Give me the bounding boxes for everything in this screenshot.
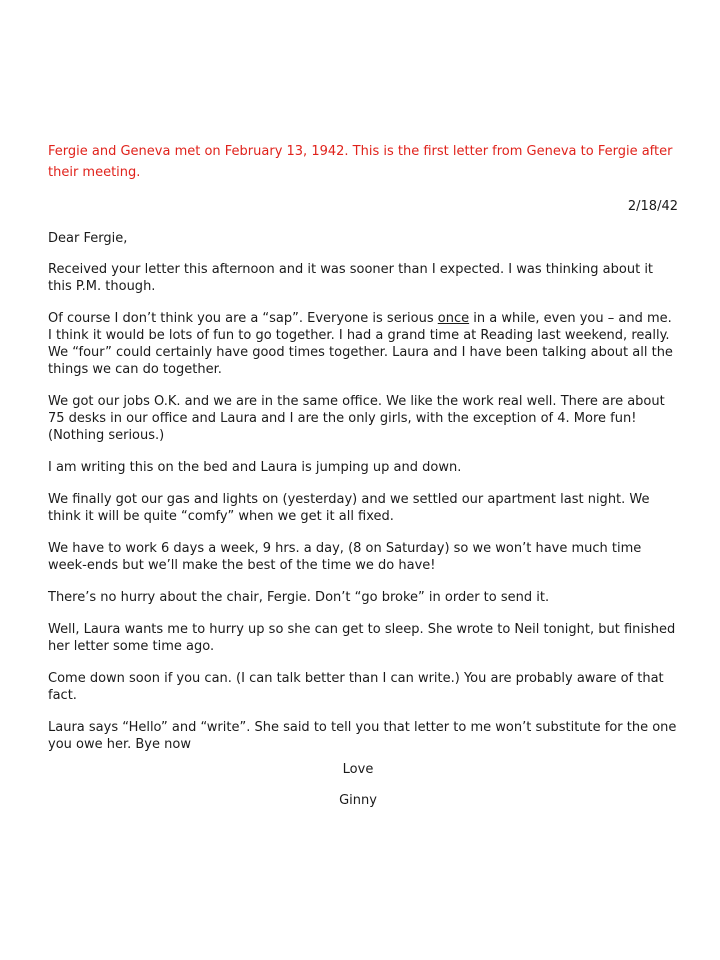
paragraph-6: We have to work 6 days a week, 9 hrs. a day, (8 on Saturday) so we won’t have much time week-ends but we’ll make the best of the time we do have! (48, 541, 642, 573)
letter-date: 2/18/42 (627, 199, 678, 214)
paragraph-7: There’s no hurry about the chair, Fergie. Don’t “go broke” in order to send it. (48, 590, 550, 605)
paragraph-2-end: in a while, even you – and me. I think it would be lots of fun to go together. I had a grand time at Reading last weekend, really. We “four” could certainly have good times together. Laura and I have been talking about all the things we can do together. (48, 311, 673, 377)
signature: Ginny (339, 793, 377, 808)
closing: Love (342, 762, 374, 777)
intro-note: Fergie and Geneva met on February 13, 1942. This is the first letter from Geneva to Fergie after their meeting. (48, 144, 673, 180)
paragraph-5: We finally got our gas and lights on (yesterday) and we settled our apartment last night. We think it will be quite “comfy” when we get it all fixed. (48, 492, 650, 524)
paragraph-10: Laura says “Hello” and “write”. She said to tell you that letter to me won’t substitute for the one you owe her. Bye now (48, 720, 677, 752)
letter-page (48, 141, 678, 811)
paragraph-8: Well, Laura wants me to hurry up so she can get to sleep. She wrote to Neil tonight, but finished her letter some time ago. (48, 622, 676, 654)
paragraph-9: Come down soon if you can. (I can talk better than I can write.) You are probably aware of that fact. (48, 671, 664, 703)
paragraph-1: Received your letter this afternoon and it was sooner than I expected. I was thinking about it this P.M. though. (48, 262, 654, 294)
paragraph-3: We got our jobs O.K. and we are in the same office. We like the work real well. There are about 75 desks in our office and Laura and I are the only girls, with the exception of 4. More fun! (Nothing serious.) (48, 394, 665, 443)
paragraph-2 (48, 310, 678, 378)
paragraph-2-start: Of course I don’t think you are a “sap”. Everyone is serious (48, 311, 438, 326)
underlined-word: once (437, 311, 470, 326)
paragraph-4: I am writing this on the bed and Laura is jumping up and down. (48, 460, 462, 475)
salutation: Dear Fergie, (48, 231, 128, 246)
